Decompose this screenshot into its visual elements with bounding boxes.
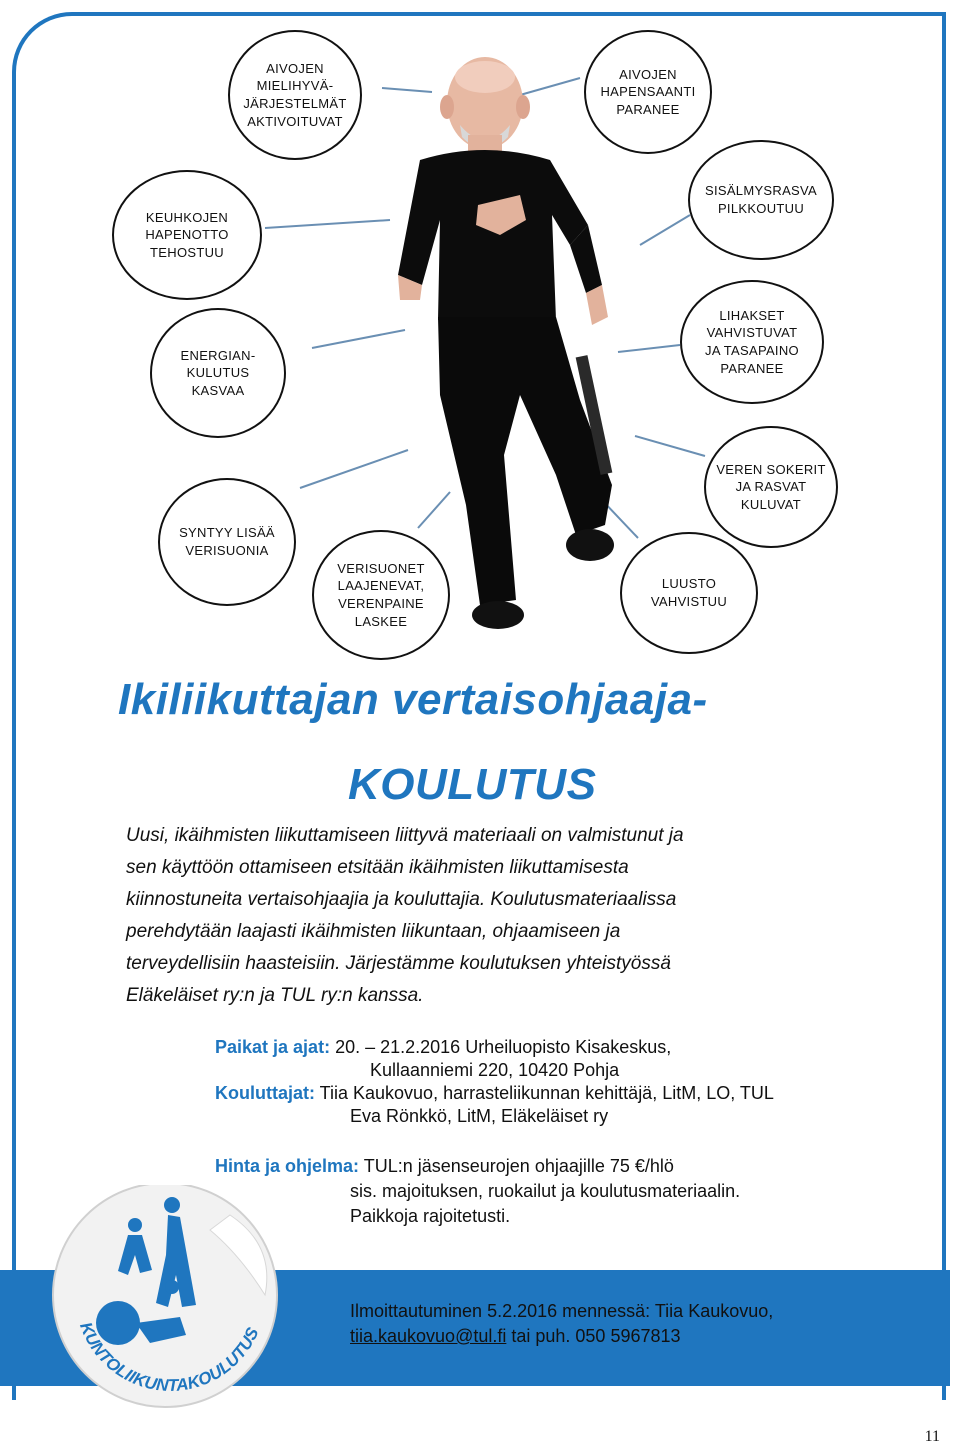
places-label: Paikat ja ajat:	[215, 1037, 331, 1057]
bubble-muscles-balance: LIHAKSET VAHVISTUVAT JA TASAPAINO PARANEE	[680, 280, 824, 404]
intro-paragraph	[126, 820, 856, 1012]
places-value: 20. – 21.2.2016 Urheiluopisto Kisakeskus,	[335, 1037, 672, 1057]
bubble-brain-reward: AIVOJEN MIELIHYVÄ- JÄRJESTELMÄT AKTIVOITUVAT	[228, 30, 362, 160]
title-line-1: Ikiliikuttajan vertaisohjaaja-	[118, 675, 708, 724]
email-link[interactable]: tiia.kaukovuo@tul.fi	[350, 1326, 507, 1346]
intro-line: terveydellisiin haasteisiin. Järjestämme koulutuksen yhteistyössä	[126, 953, 671, 974]
logo-text: KUNTOLIIKUNTAKOULUTUS	[76, 1319, 263, 1396]
phone-text: tai puh. 050 5967813	[506, 1326, 681, 1346]
price-limited: Paikkoja rajoitetusti.	[350, 1206, 511, 1226]
page-number: 11	[924, 1428, 940, 1445]
bubble-lung-oxygen: KEUHKOJEN HAPENOTTO TEHOSTUU	[112, 170, 262, 300]
bubble-brain-oxygen: AIVOJEN HAPENSAANTI PARANEE	[584, 30, 712, 154]
kuntoliikuntakoulutus-logo	[40, 1185, 290, 1415]
bubble-bones: LUUSTO VAHVISTUU	[620, 532, 758, 654]
trainers-second: Eva Rönkkö, LitM, Eläkeläiset ry	[350, 1106, 609, 1126]
intro-line: Uusi, ikäihmisten liikuttamiseen liittyvä materiaali on valmistunut ja	[126, 825, 684, 846]
intro-line: kiinnostuneita vertaisohjaajia ja kouluttajia. Koulutusmateriaalissa	[126, 889, 677, 910]
price-includes: sis. majoituksen, ruokailut ja koulutusmateriaalin.	[350, 1181, 741, 1201]
bubble-new-vessels: SYNTYY LISÄÄ VERISUONIA	[158, 478, 296, 606]
trainers-value: Tiia Kaukovuo, harrasteliikunnan kehittäjä, LitM, LO, TUL	[319, 1083, 774, 1103]
bubble-energy-use: ENERGIAN- KULUTUS KASVAA	[150, 308, 286, 438]
title-line-2: KOULUTUS	[348, 760, 597, 809]
places-address: Kullaanniemi 220, 10420 Pohja	[370, 1060, 620, 1080]
price-label: Hinta ja ohjelma:	[215, 1156, 360, 1176]
price-row	[215, 1155, 674, 1178]
bubble-blood-sugar-fat: VEREN SOKERIT JA RASVAT KULUVAT	[704, 426, 838, 548]
trainers-label: Kouluttajat:	[215, 1083, 315, 1103]
registration-line: Ilmoittautuminen 5.2.2016 mennessä: Tiia Kaukovuo,	[350, 1301, 774, 1321]
intro-line: sen käyttöön ottamiseen etsitään ikäihmisten liikuttamisesta	[126, 857, 629, 878]
intro-line: perehdytään laajasti ikäihmisten liikuntaan, ohjaamiseen ja	[126, 921, 621, 942]
places-row	[215, 1036, 671, 1059]
bubble-visceral-fat: SISÄLMYSRASVA PILKKOUTUU	[688, 140, 834, 260]
contact-info	[350, 1299, 773, 1349]
contact-line	[350, 1324, 773, 1349]
bubble-vessels-pressure: VERISUONET LAAJENEVAT, VERENPAINE LASKEE	[312, 530, 450, 660]
intro-line: Eläkeläiset ry:n ja TUL ry:n kanssa.	[126, 985, 424, 1006]
trainers-row	[215, 1082, 774, 1105]
price-value: TUL:n jäsenseurojen ohjaajille 75 €/hlö	[363, 1156, 674, 1176]
